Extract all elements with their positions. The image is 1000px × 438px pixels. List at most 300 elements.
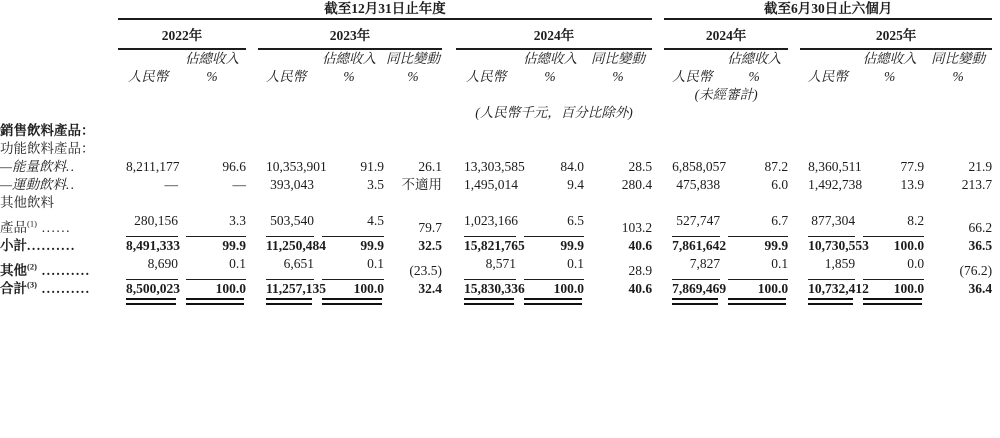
value: 0.1	[728, 255, 788, 280]
row-label-text: 小計	[0, 238, 27, 253]
unit-note: (人民幣千元，百分比除外)	[475, 105, 633, 120]
row-label	[0, 176, 118, 194]
value: 10,353,901	[266, 159, 327, 174]
value: 15,830,336	[464, 281, 525, 296]
double-rule-line	[524, 298, 582, 305]
value: 475,838	[676, 177, 721, 192]
row-label-text: 合計	[0, 281, 27, 296]
dot-leader: ......	[36, 220, 72, 235]
spacer	[992, 19, 1000, 49]
spacer	[384, 298, 442, 305]
table-row	[0, 212, 1000, 237]
spacer	[652, 298, 664, 305]
row-label	[0, 194, 118, 212]
dot-leader: ..	[66, 159, 76, 174]
spacer	[0, 19, 118, 49]
value-cell	[800, 158, 862, 176]
column-gap	[442, 255, 456, 280]
double-rule-line	[728, 298, 786, 305]
value: 96.6	[222, 159, 246, 174]
column-gap	[788, 237, 800, 255]
value: 8,690	[126, 255, 178, 280]
spacer	[0, 86, 664, 104]
value: 99.9	[360, 238, 384, 253]
column-header-6m-2025: 2025年	[800, 19, 992, 49]
value: 32.5	[418, 238, 442, 253]
spacer	[0, 298, 118, 305]
value: 6,858,057	[672, 159, 727, 174]
value-cell	[800, 212, 855, 237]
value-cell	[855, 176, 924, 194]
subheader-pct-sign: %	[343, 69, 355, 84]
value: 32.4	[418, 281, 442, 296]
value-cell	[384, 176, 442, 194]
spacer	[258, 49, 314, 68]
column-gap	[788, 280, 800, 298]
subheader-pct-of-revenue: 佔總收入	[322, 51, 376, 66]
column-gap	[652, 68, 664, 86]
column-gap	[652, 212, 664, 237]
value-cell	[855, 212, 924, 237]
value-cell	[664, 158, 727, 176]
value-cell	[118, 158, 178, 176]
value: 103.2	[621, 220, 653, 235]
value: 213.7	[961, 177, 993, 192]
subheader-pct-of-revenue: 佔總收入	[523, 51, 577, 66]
value: 28.9	[628, 263, 653, 278]
value-cell	[720, 237, 788, 255]
column-header-6m-2024: 2024年	[664, 19, 788, 49]
value: 1,492,738	[808, 177, 863, 192]
column-gap	[246, 158, 258, 176]
value: 26.1	[418, 159, 442, 174]
value: 7,861,642	[672, 238, 727, 253]
table-row	[0, 237, 1000, 255]
value-cell	[584, 237, 652, 255]
value-cell	[384, 237, 442, 255]
value-cell	[314, 176, 384, 194]
value: 40.6	[628, 281, 653, 296]
value: 11,250,484	[266, 238, 327, 253]
subheader-rmb: 人民幣	[465, 69, 507, 84]
table-header	[0, 0, 1000, 122]
value-cell	[664, 212, 720, 237]
dot-leader: ..........	[27, 238, 76, 253]
table-row	[0, 140, 1000, 158]
double-rule	[258, 298, 314, 305]
spacer	[992, 280, 1000, 298]
value-cell	[516, 158, 584, 176]
subheader-pct-sign: %	[407, 69, 419, 84]
value-cell	[584, 176, 652, 194]
value-cell	[800, 176, 863, 194]
spacer	[992, 68, 1000, 86]
value: 6,651	[266, 255, 314, 280]
spacer	[584, 298, 652, 305]
spacer	[0, 49, 118, 68]
value-cell	[924, 237, 992, 255]
spacer	[992, 298, 1000, 305]
row-label-text: 銷售飲料產品：	[0, 123, 95, 138]
value: 100.0	[353, 281, 384, 296]
value: —	[164, 177, 178, 192]
value-cell	[516, 176, 584, 194]
value-cell	[178, 237, 246, 255]
double-rule	[720, 298, 788, 305]
subheader-yoy-change: 同比變動	[931, 51, 986, 66]
value-cell	[720, 255, 788, 280]
value-cell	[720, 280, 788, 298]
column-header-year-2023: 2023年	[258, 19, 442, 49]
column-group-interim: 截至6月30日止六個月	[664, 0, 992, 19]
value: 100.0	[757, 281, 789, 296]
column-gap	[246, 280, 258, 298]
value: 11,257,135	[266, 281, 327, 296]
double-rule	[118, 298, 178, 305]
value: 6.5	[524, 212, 584, 237]
value: 13.9	[900, 177, 925, 192]
column-gap	[652, 280, 664, 298]
column-group-annual: 截至12月31日止年度	[118, 0, 652, 19]
value-cell	[924, 212, 992, 237]
value: 3.3	[186, 212, 246, 237]
footnote-marker: (2)	[27, 261, 37, 272]
value: 21.9	[968, 159, 993, 174]
value-cell	[258, 237, 327, 255]
double-rule-line	[126, 298, 176, 305]
value: 100.0	[553, 281, 584, 296]
column-gap	[246, 49, 258, 68]
row-label	[0, 212, 118, 237]
value: 84.0	[560, 159, 584, 174]
value: 0.1	[186, 255, 246, 280]
value-cell	[456, 158, 525, 176]
column-gap	[788, 176, 800, 194]
value-cell	[664, 176, 720, 194]
subheader-pct-sign: %	[612, 69, 624, 84]
value-cell	[456, 212, 516, 237]
value-cell	[384, 212, 442, 237]
column-gap	[246, 176, 258, 194]
double-rule-line	[186, 298, 244, 305]
spacer	[118, 194, 1000, 212]
row-label	[0, 140, 118, 158]
value-cell	[584, 280, 652, 298]
value: 0.1	[322, 255, 384, 280]
total-double-rule-row	[0, 298, 1000, 305]
spacer	[992, 158, 1000, 176]
value-cell	[800, 237, 869, 255]
value-cell	[720, 158, 788, 176]
value: 66.2	[968, 220, 993, 235]
double-rule-line	[464, 298, 514, 305]
double-rule-line	[672, 298, 718, 305]
column-gap	[442, 176, 456, 194]
value: 8,571	[464, 255, 516, 280]
subheader-rmb: 人民幣	[807, 69, 848, 84]
value: 503,540	[266, 212, 314, 237]
column-gap	[652, 49, 664, 68]
subheader-yoy-change: 同比變動	[386, 51, 440, 66]
spacer	[664, 49, 720, 68]
double-rule-line	[266, 298, 312, 305]
value-cell	[800, 255, 855, 280]
value: (23.5)	[409, 263, 442, 278]
value: 8,500,023	[126, 281, 180, 296]
column-gap	[442, 237, 456, 255]
value: 1,023,166	[464, 212, 516, 237]
column-gap	[246, 212, 258, 237]
value: 87.2	[764, 159, 789, 174]
value: 1,859	[808, 255, 855, 280]
value: 36.4	[968, 281, 993, 296]
value-cell	[456, 280, 525, 298]
column-gap	[652, 0, 664, 19]
value: 3.5	[367, 177, 384, 192]
value-cell	[314, 255, 384, 280]
column-header-year-2022: 2022年	[118, 19, 246, 49]
period-group-row	[0, 0, 1000, 19]
value: 280,156	[126, 212, 178, 237]
value: 10,732,412	[808, 281, 869, 296]
value-cell	[384, 255, 442, 280]
spacer	[788, 298, 800, 305]
value-cell	[584, 255, 652, 280]
value: 100.0	[893, 281, 925, 296]
subheader-pct-sign: %	[544, 69, 556, 84]
unit-note-row	[0, 104, 1000, 122]
spacer	[992, 176, 1000, 194]
column-gap	[442, 158, 456, 176]
column-gap	[652, 158, 664, 176]
double-rule	[664, 298, 720, 305]
spacer	[788, 86, 1000, 104]
value-cell	[664, 255, 720, 280]
value: 6.0	[771, 177, 789, 192]
value-cell	[178, 176, 246, 194]
value: 9.4	[567, 177, 584, 192]
dot-leader: ..........	[36, 281, 91, 296]
column-gap	[246, 255, 258, 280]
value-cell	[516, 280, 584, 298]
value: 0.0	[863, 255, 924, 280]
double-rule	[314, 298, 384, 305]
column-gap	[788, 68, 800, 86]
subheader-pct-sign: %	[748, 69, 760, 84]
column-gap	[442, 212, 456, 237]
value: 393,043	[270, 177, 314, 192]
value-cell	[664, 280, 727, 298]
value-cell	[800, 280, 869, 298]
value: 不適用	[401, 177, 442, 192]
value: 13,303,585	[464, 159, 525, 174]
subheader-pct-of-revenue: 佔總收入	[862, 51, 917, 66]
value-cell	[178, 255, 246, 280]
dot-leader: ..	[66, 177, 76, 192]
subheader-pct-sign: %	[206, 69, 218, 84]
subheader-pct-sign: %	[883, 69, 896, 84]
footnote-marker: (3)	[27, 279, 37, 290]
year-header-row	[0, 19, 1000, 49]
row-label-text: 其他	[0, 263, 27, 278]
value-cell	[855, 255, 924, 280]
row-label-text: 產品	[0, 220, 27, 235]
spacer	[0, 104, 456, 122]
value-cell	[456, 255, 516, 280]
subheader-pct-of-revenue: 佔總收入	[185, 51, 239, 66]
row-label	[0, 280, 118, 298]
column-gap	[652, 237, 664, 255]
column-gap	[652, 255, 664, 280]
value-cell	[258, 176, 314, 194]
value: 99.9	[764, 238, 789, 253]
value: 7,827	[672, 255, 720, 280]
value-cell	[516, 237, 584, 255]
table-row	[0, 158, 1000, 176]
value-cell	[258, 280, 327, 298]
value-cell	[118, 237, 178, 255]
value: 99.9	[560, 238, 584, 253]
subheader-row-2	[0, 68, 1000, 86]
value: —	[232, 177, 246, 192]
table-row	[0, 176, 1000, 194]
column-gap	[442, 68, 456, 86]
spacer	[246, 298, 258, 305]
value: 0.1	[524, 255, 584, 280]
double-rule-line	[808, 298, 853, 305]
value-cell	[720, 176, 788, 194]
value: 36.5	[968, 238, 993, 253]
row-label-text: —運動飲料	[0, 177, 67, 192]
value-cell	[178, 158, 246, 176]
value-cell	[118, 280, 178, 298]
subheader-row-1	[0, 49, 1000, 68]
column-gap	[652, 19, 664, 49]
row-label-text: 其他飲料	[0, 195, 54, 210]
double-rule	[800, 298, 855, 305]
value: 527,747	[672, 212, 720, 237]
column-gap	[442, 19, 456, 49]
column-gap	[788, 212, 800, 237]
value: 877,304	[808, 212, 855, 237]
value: 100.0	[215, 281, 246, 296]
value: 79.7	[418, 220, 442, 235]
unaudited-note: (未經審計)	[694, 87, 758, 102]
column-gap	[788, 158, 800, 176]
value: 8,211,177	[126, 159, 180, 174]
value-cell	[178, 212, 246, 237]
row-label	[0, 237, 118, 255]
spacer	[924, 298, 992, 305]
value-cell	[384, 280, 442, 298]
row-label-text: 功能飲料產品：	[0, 141, 95, 156]
double-rule	[178, 298, 246, 305]
row-label	[0, 122, 118, 140]
subheader-rmb: 人民幣	[671, 69, 713, 84]
value: 40.6	[628, 238, 653, 253]
spacer	[992, 255, 1000, 280]
double-rule	[516, 298, 584, 305]
column-gap	[788, 255, 800, 280]
spacer	[992, 0, 1000, 19]
value: 8,491,333	[126, 238, 180, 253]
column-header-year-2024: 2024年	[456, 19, 652, 49]
column-gap	[246, 19, 258, 49]
column-gap	[788, 19, 800, 49]
subheader-rmb: 人民幣	[127, 69, 169, 84]
value: 91.9	[360, 159, 384, 174]
value-cell	[516, 212, 584, 237]
subheader-pct-of-revenue: 佔總收入	[727, 51, 782, 66]
column-gap	[442, 49, 456, 68]
double-rule	[456, 298, 516, 305]
spacer	[118, 122, 1000, 140]
spacer	[118, 49, 178, 68]
value: 100.0	[893, 238, 925, 253]
value-cell	[456, 237, 525, 255]
value: 8,360,511	[808, 159, 862, 174]
dot-leader: ..........	[36, 263, 91, 278]
value-cell	[456, 176, 516, 194]
table-body	[0, 122, 1000, 305]
value: 1,495,014	[464, 177, 518, 192]
value-cell	[258, 255, 314, 280]
spacer	[652, 104, 1000, 122]
row-label-text: —能量飲料	[0, 159, 67, 174]
row-label	[0, 255, 118, 280]
value-cell	[118, 176, 178, 194]
table-row	[0, 194, 1000, 212]
spacer	[0, 68, 118, 86]
column-gap	[246, 68, 258, 86]
value-cell	[118, 212, 178, 237]
table-row	[0, 255, 1000, 280]
spacer	[442, 298, 456, 305]
double-rule-line	[322, 298, 382, 305]
spacer	[992, 212, 1000, 237]
value: 28.5	[628, 159, 653, 174]
spacer	[992, 237, 1000, 255]
value-cell	[664, 237, 727, 255]
double-rule-line	[863, 298, 922, 305]
value-cell	[720, 212, 788, 237]
unaudited-note-row	[0, 86, 1000, 104]
column-gap	[652, 176, 664, 194]
row-label	[0, 158, 118, 176]
value-cell	[258, 158, 327, 176]
table-row	[0, 122, 1000, 140]
spacer	[800, 49, 855, 68]
value-cell	[178, 280, 246, 298]
spacer	[0, 0, 118, 19]
table-row	[0, 280, 1000, 298]
value: 280.4	[621, 177, 653, 192]
value: 77.9	[900, 159, 925, 174]
value: (76.2)	[959, 263, 993, 278]
subheader-yoy-change: 同比變動	[591, 51, 646, 66]
value-cell	[584, 212, 652, 237]
value-cell	[584, 158, 652, 176]
column-gap	[788, 49, 800, 68]
value-cell	[384, 158, 442, 176]
value: 8.2	[863, 212, 924, 237]
spacer	[456, 49, 516, 68]
value-cell	[855, 158, 924, 176]
subheader-pct-sign: %	[952, 69, 964, 84]
value-cell	[924, 255, 992, 280]
subheader-rmb: 人民幣	[265, 69, 307, 84]
value: 7,869,469	[672, 281, 727, 296]
